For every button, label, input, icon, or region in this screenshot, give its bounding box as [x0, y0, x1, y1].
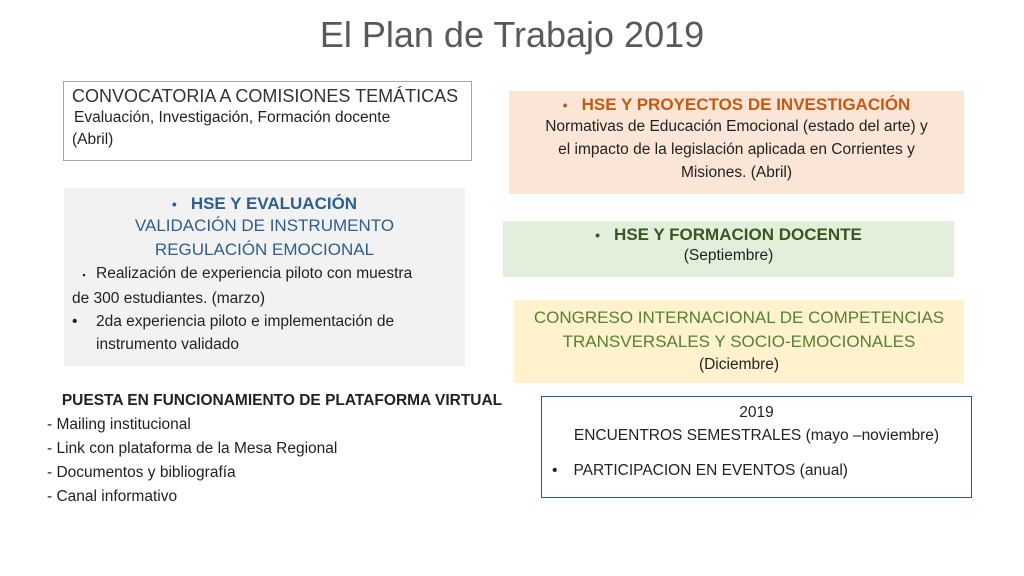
slide-title: El Plan de Trabajo 2019	[319, 14, 705, 55]
convocatoria-line1: Evaluación, Investigación, Formación docente	[74, 109, 391, 126]
encuentros-line2: PARTICIPACION EN EVENTOS (anual)	[573, 462, 848, 479]
congreso-line3: (Diciembre)	[698, 356, 780, 373]
proyectos-box	[509, 91, 964, 194]
evaluacion-heading-line	[72, 194, 457, 214]
convocatoria-box	[63, 81, 472, 161]
evaluacion-box	[64, 188, 465, 366]
plataforma-heading: PUESTA EN FUNCIONAMIENTO DE PLATAFORMA VIRTUAL	[61, 392, 503, 409]
congreso-line2: TRANSVERSALES Y SOCIO-EMOCIONALES	[562, 332, 916, 351]
bullet-icon: •	[552, 462, 558, 479]
congreso-line1: CONGRESO INTERNACIONAL DE COMPETENCIAS	[533, 308, 945, 327]
evaluacion-sub2: REGULACIÓN EMOCIONAL	[154, 240, 375, 259]
list-item: - Canal informativo	[47, 488, 178, 505]
evaluacion-item2	[72, 310, 457, 356]
convocatoria-heading: CONVOCATORIA A COMISIONES TEMÁTICAS	[72, 86, 459, 106]
square-bullet-icon: ▪	[82, 270, 86, 280]
evaluacion-item2-line1: 2da experiencia piloto e implementación de	[96, 313, 395, 330]
encuentros-year: 2019	[739, 404, 774, 421]
bullet-icon: •	[171, 196, 177, 212]
proyectos-heading-line	[519, 95, 954, 115]
evaluacion-item2-line2: instrumento validado	[96, 336, 240, 353]
evaluacion-item1	[72, 262, 457, 310]
evaluacion-item1-line2: de 300 estudiantes. (marzo)	[72, 290, 265, 307]
proyectos-line3: Misiones. (Abril)	[680, 164, 793, 181]
list-item: - Mailing institucional	[47, 416, 191, 433]
formacion-line1: (Septiembre)	[683, 247, 774, 264]
list-item: - Documentos y bibliografía	[47, 464, 236, 481]
evaluacion-heading: HSE Y EVALUACIÓN	[190, 194, 358, 213]
formacion-heading-line	[513, 225, 944, 245]
formacion-heading: HSE Y FORMACION DOCENTE	[614, 225, 862, 244]
bullet-icon: •	[595, 227, 601, 243]
proyectos-line2: el impacto de la legislación aplicada en Corrientes y	[558, 141, 915, 158]
evaluacion-sub1: VALIDACIÓN DE INSTRUMENTO	[134, 216, 395, 235]
proyectos-line1: Normativas de Educación Emocional (estado del arte) y	[545, 118, 928, 135]
plataforma-box	[47, 387, 517, 507]
list-item: - Link con plataforma de la Mesa Regional	[47, 440, 338, 457]
evaluacion-item1-line1: Realización de experiencia piloto con muestra	[96, 265, 413, 282]
encuentros-bullet-line	[550, 459, 963, 482]
convocatoria-line2: (Abril)	[72, 131, 114, 148]
encuentros-line1: ENCUENTROS SEMESTRALES (mayo –noviembre)	[573, 427, 940, 444]
proyectos-heading: HSE Y PROYECTOS DE INVESTIGACIÓN	[581, 95, 911, 114]
encuentros-box	[541, 396, 972, 498]
bullet-icon: •	[72, 313, 78, 330]
bullet-icon: •	[562, 97, 568, 113]
formacion-box	[503, 221, 954, 277]
congreso-box	[514, 300, 964, 383]
